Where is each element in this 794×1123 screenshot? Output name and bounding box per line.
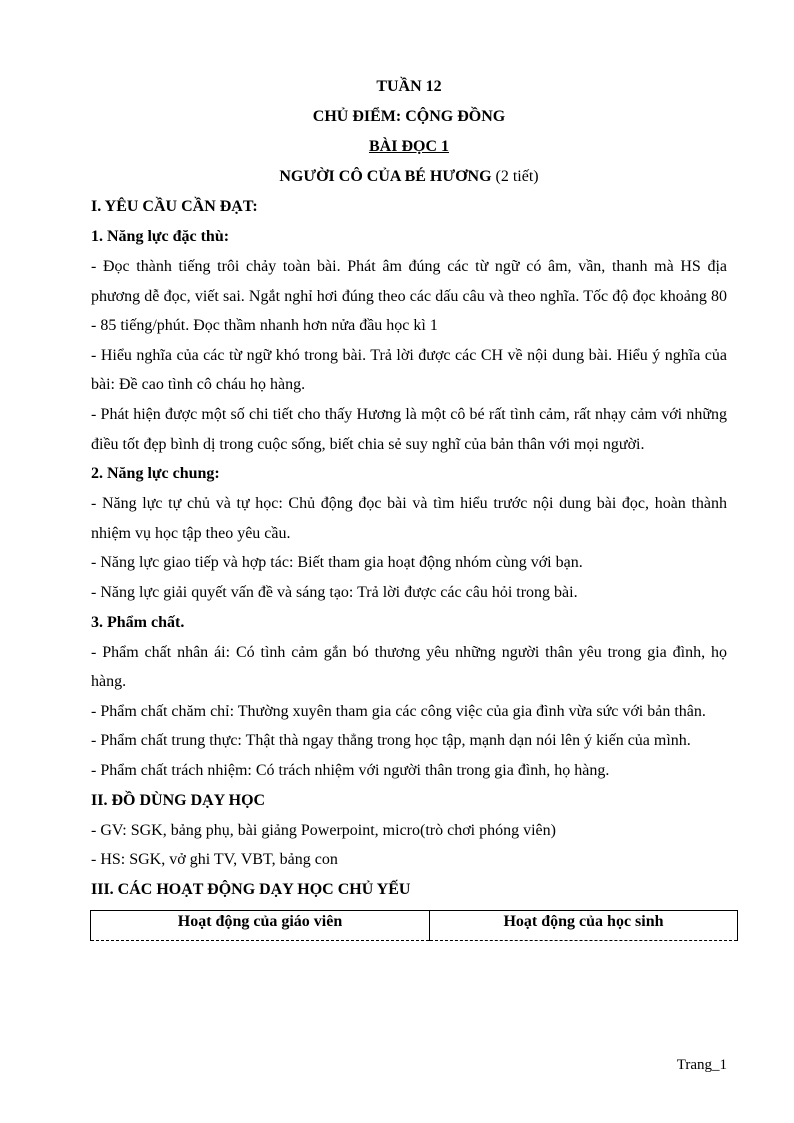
reading-title-suffix: (2 tiết) xyxy=(491,168,539,185)
theme-title: CHỦ ĐIỂM: CỘNG ĐỒNG xyxy=(312,108,506,125)
page-number: Trang_1 xyxy=(676,1057,727,1073)
section-1-3-heading: 3. Phẩm chất. xyxy=(91,613,185,631)
lesson-title xyxy=(91,132,727,162)
paragraph: - GV: SGK, bảng phụ, bài giảng Powerpoint, micro(trò chơi phóng viên) xyxy=(91,821,556,839)
paragraph: - Năng lực giao tiếp và hợp tác: Biết tham gia hoạt động nhóm cùng với bạn. xyxy=(91,554,583,572)
document-page xyxy=(91,72,727,941)
week-title: TUẦN 12 xyxy=(376,78,442,95)
paragraph: - HS: SGK, vở ghi TV, VBT, bảng con xyxy=(91,851,338,869)
teacher-activity-header: Hoạt động của giáo viên xyxy=(91,910,430,940)
section-1-2-heading: 2. Năng lực chung: xyxy=(91,465,220,483)
section-1-heading: I. YÊU CẦU CẦN ĐẠT: xyxy=(91,198,258,215)
activity-table xyxy=(90,910,738,941)
reading-title-main: NGƯỜI CÔ CỦA BÉ HƯƠNG xyxy=(279,168,492,185)
paragraph: - Đọc thành tiếng trôi chảy toàn bài. Phát âm đúng các từ ngữ có âm, vần, thanh mà HS địa phương dễ đọc, viết sai. Ngắt nghỉ hơi đúng theo các dấu câu và theo nghĩa. Tốc độ đọc khoảng 80 - 85 tiếng/phút. Đọc thầm nhanh hơn nửa đầu học kì 1 xyxy=(91,258,727,335)
paragraph: - Năng lực tự chủ và tự học: Chủ động đọc bài và tìm hiểu trước nội dung bài đọc, hoàn thành nhiệm vụ học tập theo yêu cầu. xyxy=(91,495,727,542)
section-3-heading: III. CÁC HOẠT ĐỘNG DẠY HỌC CHỦ YẾU xyxy=(91,880,411,898)
paragraph: - Phẩm chất chăm chỉ: Thường xuyên tham gia các công việc của gia đình vừa sức với bản thân. xyxy=(91,702,706,720)
activity-table-wrap xyxy=(90,910,738,941)
section-1-1-heading: 1. Năng lực đặc thù: xyxy=(91,228,230,245)
section-2-heading: II. ĐỒ DÙNG DẠY HỌC xyxy=(91,791,266,809)
paragraph: - Hiểu nghĩa của các từ ngữ khó trong bài. Trả lời được các CH về nội dung bài. Hiểu ý nghĩa của bài: Đề cao tình cô cháu họ hàng. xyxy=(91,346,727,394)
paragraph: - Phẩm chất nhân ái: Có tình cảm gắn bó thương yêu những người thân yêu trong gia đình, họ hàng. xyxy=(91,643,727,691)
table-header-row xyxy=(91,910,738,940)
paragraph: - Năng lực giải quyết vấn đề và sáng tạo: Trả lời được các câu hỏi trong bài. xyxy=(91,583,578,601)
paragraph: - Phát hiện được một số chi tiết cho thấy Hương là một cô bé rất tình cảm, rất nhạy cảm với những điều tốt đẹp bình dị trong cuộc sống, biết chia sẻ suy nghĩ của bản thân với mọi người. xyxy=(91,405,727,453)
paragraph: - Phẩm chất trách nhiệm: Có trách nhiệm với người thân trong gia đình, họ hàng. xyxy=(91,761,610,779)
paragraph: - Phẩm chất trung thực: Thật thà ngay thẳng trong học tập, mạnh dạn nói lên ý kiến của mình. xyxy=(91,732,691,750)
student-activity-header: Hoạt động của học sinh xyxy=(430,910,738,940)
lesson-label: BÀI ĐỌC 1 xyxy=(368,138,449,155)
reading-title xyxy=(91,162,727,192)
